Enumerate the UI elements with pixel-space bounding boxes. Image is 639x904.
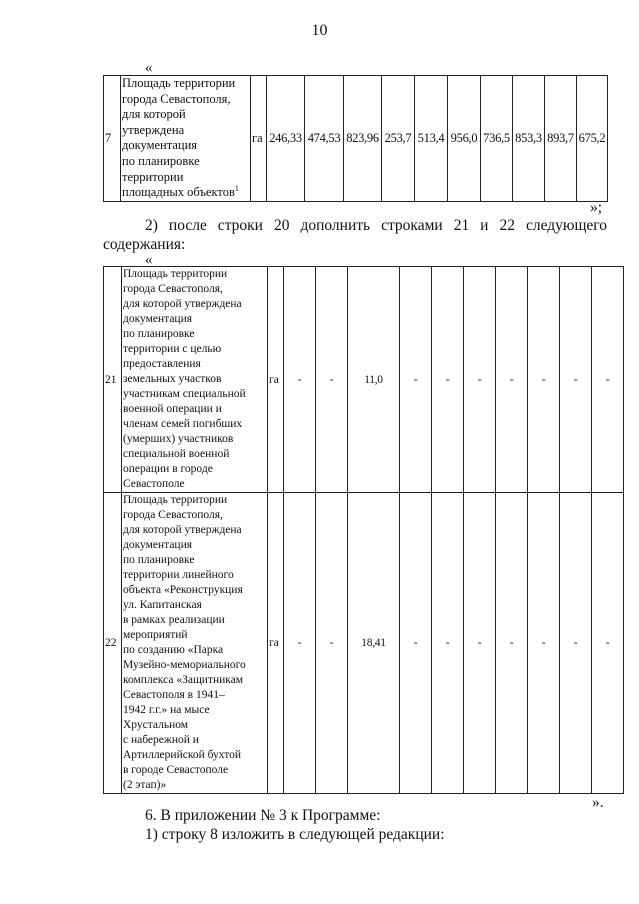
table-row [104,493,624,794]
footnote-mark: 1 [234,184,239,193]
row-value: 474,53 [305,76,344,202]
row-value: - [464,267,496,493]
row-unit: га [268,493,284,794]
row-unit: га [251,76,267,202]
row-value: - [432,493,464,794]
open-quote-table1: « [145,60,153,76]
row-number: 21 [104,267,122,493]
table-rows-21-22 [103,266,624,794]
row-value: 956,0 [448,76,481,202]
row-value: 246,33 [267,76,305,202]
item-6-1-text: 1) строку 8 изложить в следующей редакции: [145,826,445,843]
open-quote-table2: « [145,252,153,268]
row-value: - [316,267,348,493]
row-number: 22 [104,493,122,794]
close-quote-table1: »; [590,199,603,216]
paragraph-2-line1: 2) после строки 20 дополнить строками 21 и 22 следующего [145,217,607,234]
row-value: - [592,493,624,794]
row-value: 893,7 [545,76,577,202]
row-value: 11,0 [348,267,400,493]
close-quote-table2: ». [592,794,604,811]
row-unit: га [268,267,284,493]
row-value: - [560,267,592,493]
row-value: - [400,493,432,794]
row-value: - [528,267,560,493]
row-value: - [316,493,348,794]
row-value: 853,3 [513,76,545,202]
row-value: - [496,267,528,493]
row-value: - [496,493,528,794]
row-value: - [284,267,316,493]
row-value: - [464,493,496,794]
row-description: Площадь территории города Севастополя, для которой утверждена документация по планировке территории с целью предоставления земельных участков участникам специальной военной операции и членам семей погибших (умерших) участников специальной военной операции в городе Севастополе [122,267,268,493]
row-value: 675,2 [577,76,608,202]
row-value: - [284,493,316,794]
row-value: 736,5 [481,76,513,202]
table-row-7 [103,75,608,202]
row-description: Площадь территории города Севастополя, для которой утверждена документация по планировке территории линейного объекта «Реконструкция ул. Капитанская в рамках реализации мероприятий по созданию «Парка Музейно-мемориального комплекса «Защитникам Севастополя в 1941– 1942 г.г.» на мысе Хрустальном с набережной и Артиллерийской бухтой в городе Севастополе (2 этап)» [122,493,268,794]
row-value: 253,7 [382,76,415,202]
table-row [104,267,624,493]
page-number: 10 [311,22,328,39]
row-value: 513,4 [415,76,448,202]
row-value: 18,41 [348,493,400,794]
row-description: Площадь территории города Севастополя, для которой утверждена документация по планировке территории площадных объектов$^1$ [121,76,251,202]
item-6-heading: 6. В приложении № 3 к Программе: [145,807,381,824]
row-value: - [432,267,464,493]
row-value: - [400,267,432,493]
row-value: - [528,493,560,794]
row-number: 7 [104,76,121,202]
paragraph-2-line2: содержания: [103,236,186,253]
row-value: - [592,267,624,493]
row-value: 823,96 [344,76,382,202]
row-value: - [560,493,592,794]
